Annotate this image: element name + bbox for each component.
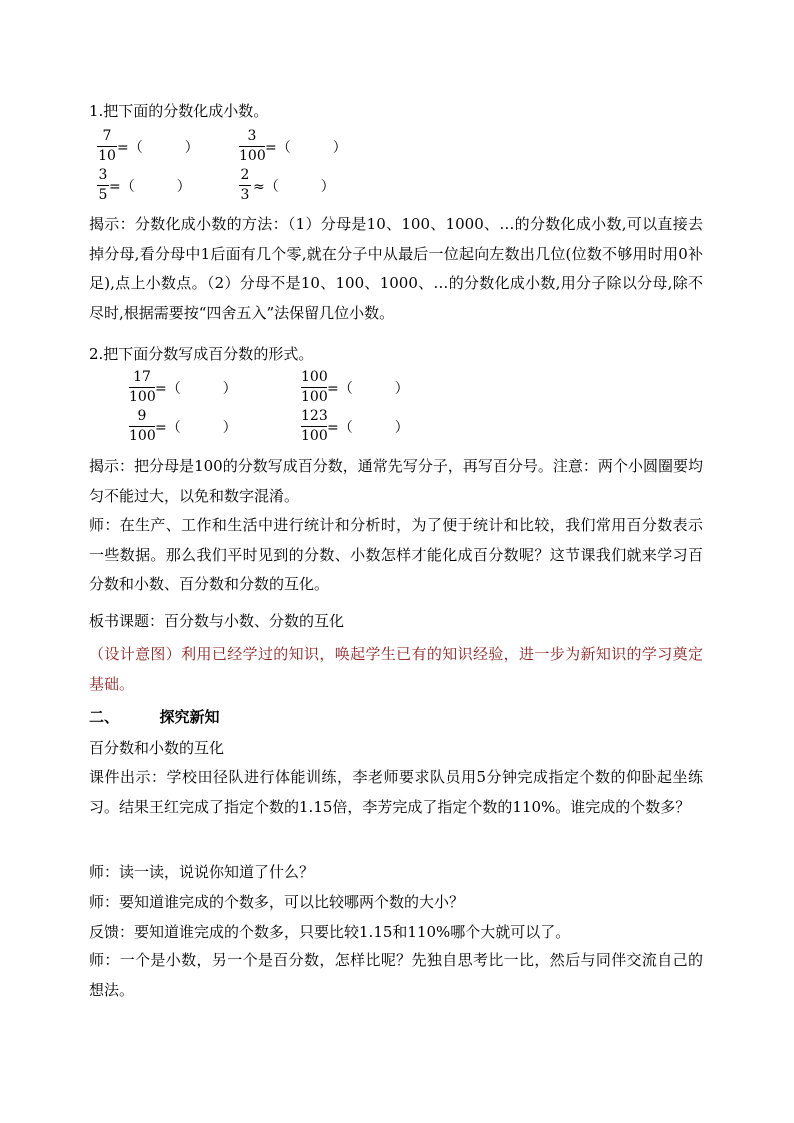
numerator: 3	[98, 167, 108, 183]
answer-blank: =（ ）	[155, 420, 237, 436]
denominator: 100	[239, 148, 266, 164]
teacher-line-2: 师：读一读，说说你知道了什么？	[89, 863, 315, 881]
denominator: 100	[301, 428, 328, 444]
section-title: 探究新知	[159, 708, 220, 726]
denominator: 10	[98, 148, 116, 164]
answer-blank: =（ ）	[327, 420, 409, 436]
fraction	[301, 408, 327, 445]
numerator: 2	[240, 167, 250, 183]
fraction-bar	[129, 387, 155, 388]
numerator: 123	[301, 408, 328, 424]
section-2-heading	[89, 707, 220, 727]
subheading-percent-decimal: 百分数和小数的互化	[89, 739, 225, 757]
fraction-bar	[239, 185, 251, 186]
fraction-bar	[97, 146, 117, 147]
denominator: 3	[240, 187, 250, 203]
question-2-title: 2.把下面分数写成百分数的形式。	[89, 345, 314, 363]
teacher-line-3: 师：要知道谁完成的个数多，可以比较哪两个数的大小？	[89, 893, 465, 911]
numerator: 17	[133, 369, 151, 385]
answer-blank: =（ ）	[155, 381, 237, 397]
fraction	[97, 128, 117, 165]
denominator: 5	[98, 187, 108, 203]
answer-blank: =（ ）	[109, 179, 191, 195]
answer-blank: =（ ）	[117, 140, 199, 156]
fraction-bar	[129, 426, 155, 427]
numerator: 3	[247, 128, 257, 144]
numerator: 9	[137, 408, 147, 424]
numerator: 100	[301, 369, 328, 385]
hint-paragraph-2: 揭示：把分母是100的分数写成百分数，通常先写分子，再写百分号。注意：两个小圆圈要均匀不能过大，以免和数字混淆。	[89, 457, 703, 505]
answer-blank: ≈（ ）	[253, 179, 335, 195]
fraction	[239, 167, 251, 204]
teacher-paragraph-4: 师：一个是小数，另一个是百分数，怎样比呢？先独自思考比一比，然后与同伴交流自己的想法。	[89, 951, 703, 999]
fraction	[129, 369, 155, 406]
design-intent-paragraph: （设计意图）利用已经学过的知识，唤起学生已有的知识经验，进一步为新知识的学习奠定基础。	[89, 645, 703, 693]
feedback-line: 反馈：要知道谁完成的个数多，只要比较1.15和110%哪个大就可以了。	[89, 923, 571, 941]
answer-blank: =（ ）	[327, 381, 409, 397]
teacher-paragraph-1: 师：在生产、工作和生活中进行统计和分析时，为了便于统计和比较，我们常用百分数表示一些数据。那么我们平时见到的分数、小数怎样才能化成百分数呢？这节课我们就来学习百分数和小数、百分数和分数的互化。	[89, 516, 703, 593]
section-number: 二、	[89, 708, 120, 726]
fraction	[239, 128, 265, 165]
board-title: 板书课题：百分数与小数、分数的互化	[89, 612, 345, 630]
denominator: 100	[129, 389, 156, 405]
denominator: 100	[301, 389, 328, 405]
denominator: 100	[129, 428, 156, 444]
fraction-bar	[301, 426, 327, 427]
fraction	[129, 408, 155, 445]
fraction-bar	[239, 146, 265, 147]
courseware-paragraph: 课件出示：学校田径队进行体能训练，李老师要求队员用5分钟完成指定个数的仰卧起坐练习。结果王红完成了指定个数的1.15倍，李芳完成了指定个数的110%。谁完成的个数多？	[89, 768, 703, 816]
numerator: 7	[102, 128, 112, 144]
fraction-bar	[301, 387, 327, 388]
hint-paragraph-1: 揭示：分数化成小数的方法：（1）分母是10、100、1000、…的分数化成小数,可以直接去掉分母,看分母中1后面有几个零,就在分子中从最后一位起向左数出几位(位数不够用时用0补足),点上小数点。（2）分母不是10、100、1000、…的分数化成小数,用分子除以分母,除不尽时,根据需要按“四舍五入”法保留几位小数。	[89, 215, 703, 322]
question-1-title: 1.把下面的分数化成小数。	[89, 102, 269, 120]
answer-blank: =（ ）	[265, 140, 347, 156]
fraction	[97, 167, 109, 204]
fraction	[301, 369, 327, 406]
fraction-bar	[97, 185, 109, 186]
